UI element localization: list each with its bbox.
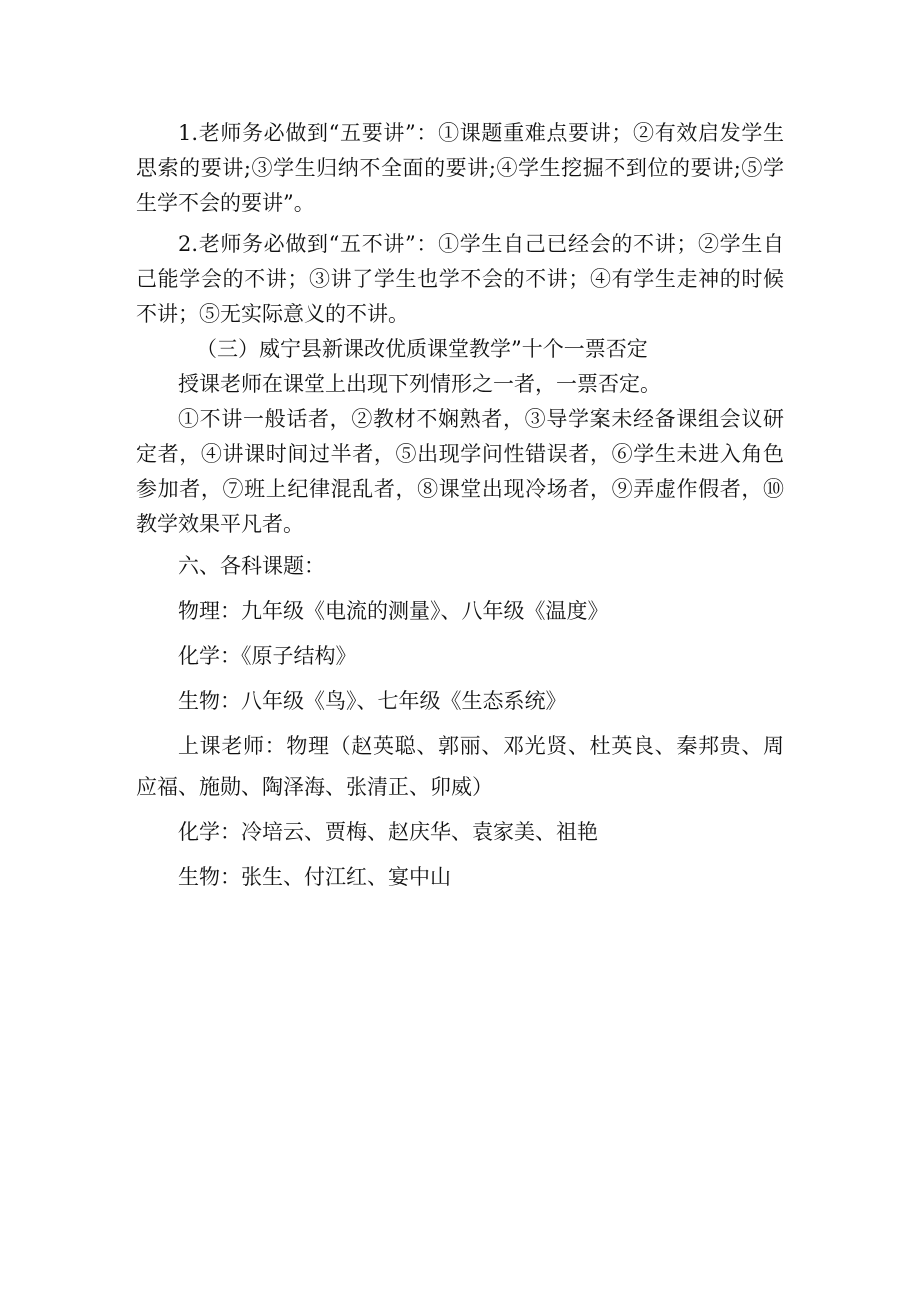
paragraph-veto-intro: 授课老师在课堂上出现下列情形之一者，一票否定。 (178, 372, 661, 396)
paragraph-veto-list: ①不讲一般话者，②教材不娴熟者，③导学案未经备课组会议研定者，④讲课时间过半者，⑤出现学问性错误者，⑥学生未进入角色参加者，⑦班上纪律混乱者，⑧课堂出现冷场者，⑨弄虚作假者，⑩教学效果平凡者。 (136, 407, 784, 536)
subject-physics: 物理：九年级《电流的测量》、八年级《温度》 (178, 599, 609, 623)
teachers-biology: 生物：张生、付江红、宴中山 (178, 865, 451, 889)
section-heading-subjects: 六、各科课题： (178, 554, 325, 578)
paragraph-five-must-explain: 1.老师务必做到“五要讲”：①课题重难点要讲；②有效启发学生思索的要讲;③学生归纳不全面的要讲;④学生挖掘不到位的要讲;⑤学生学不会的要讲”。 (136, 121, 784, 215)
subject-chemistry: 化学：《原子结构》 (178, 644, 357, 668)
subject-biology: 生物：八年级《鸟》、七年级《生态系统》 (178, 689, 567, 713)
paragraph-five-no-explain: 2.老师务必做到“五不讲”：①学生自己已经会的不讲；②学生自己能学会的不讲；③讲了学生也学不会的不讲；④有学生走神的时候不讲；⑤无实际意义的不讲。 (136, 232, 784, 326)
document-body (136, 116, 784, 898)
teachers-physics: 上课老师：物理（赵英聪、郭丽、邓光贤、杜英良、秦邦贵、周应福、施勋、陶泽海、张清正、卯威） (136, 734, 784, 799)
teachers-chemistry: 化学：冷培云、贾梅、赵庆华、袁家美、祖艳 (178, 820, 598, 844)
section-heading-veto: （三）威宁县新课改优质课堂教学”十个一票否定 (196, 337, 648, 361)
